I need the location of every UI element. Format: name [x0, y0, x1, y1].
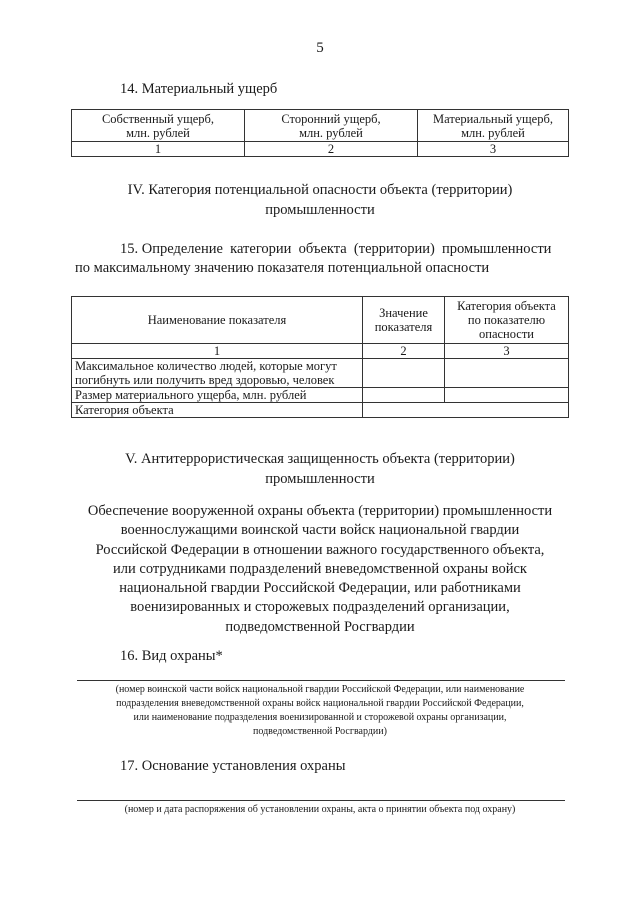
subtitle-line: Обеспечение вооруженной охраны объекта (территории) промышленности — [87, 503, 553, 519]
table-number-row — [72, 344, 569, 359]
page-number: 5 — [316, 40, 324, 56]
header-text: опасности — [479, 327, 534, 341]
item-16-title: 16. Вид охраны* — [120, 648, 223, 664]
material-damage-table — [71, 109, 569, 157]
subtitle-line: Российской Федерации в отношении важного государственного объекта, — [95, 541, 545, 558]
subtitle-line: национальной гвардии Российской Федерации, или работниками — [119, 580, 521, 597]
hint-line: подведомственной Росгвардии) — [253, 726, 387, 737]
guard-type-hint — [60, 683, 580, 739]
guard-basis-underline — [77, 800, 565, 801]
header-text: Категория объекта — [457, 299, 556, 313]
item-15-line: по максимальному значению показателя потенциальной опасности — [75, 260, 490, 276]
table-header-row — [72, 297, 569, 344]
cell-text: погибнуть или получить вред здоровью, человек — [75, 373, 335, 387]
column-number: 1 — [72, 344, 363, 359]
item-17-title: 17. Основание установления охраны — [120, 758, 346, 774]
header-text: показателя — [374, 320, 433, 334]
guard-basis-field[interactable] — [77, 784, 565, 800]
guard-basis-hint: (номер и дата распоряжения об установлении охраны, акта о принятии объекта под охрану) — [124, 804, 516, 815]
header-text: Значение — [379, 306, 428, 320]
subtitle-line: подведомственной Росгвардии — [225, 618, 415, 635]
indicator-name-damage: Размер материального ущерба, млн. рублей — [72, 388, 363, 403]
guard-type-field[interactable] — [77, 664, 565, 680]
indicator-category-cell[interactable] — [445, 359, 569, 388]
indicator-value-cell[interactable] — [363, 359, 445, 388]
section-5-subtitle — [60, 502, 580, 637]
header-category-by-indicator — [445, 297, 569, 344]
indicator-category-cell[interactable] — [445, 388, 569, 403]
danger-category-table — [71, 296, 569, 418]
section-5-title-line: промышленности — [265, 471, 375, 487]
indicator-name-category: Категория объекта — [72, 403, 363, 418]
table-row — [72, 359, 569, 388]
section-5-heading — [60, 449, 580, 489]
item-15-title — [75, 240, 565, 278]
table-row — [72, 403, 569, 418]
subtitle-line: военизированных и сторожевых подразделений организации, — [130, 599, 510, 616]
section-4-heading — [60, 180, 580, 220]
header-text: Материальный ущерб, — [433, 111, 553, 126]
header-text: Собственный ущерб, — [101, 111, 215, 126]
header-third-party-damage — [245, 110, 418, 142]
header-text: Сторонний ущерб, — [281, 111, 381, 126]
table-number-row — [72, 142, 569, 157]
table-header-row — [72, 110, 569, 142]
hint-line: (номер воинской части войск национальной гвардии Российской Федерации, или наименование — [115, 684, 525, 695]
table-row — [72, 388, 569, 403]
column-number: 1 — [72, 142, 245, 157]
hint-line: или наименование подразделения военизированной и сторожевой охраны организации, — [133, 712, 507, 723]
section-4-title-line: IV. Категория потенциальной опасности объекта (территории) — [127, 182, 513, 198]
column-number: 2 — [363, 344, 445, 359]
column-number: 2 — [245, 142, 418, 157]
guard-type-underline — [77, 680, 565, 681]
header-text: млн. рублей — [126, 125, 190, 140]
section-4-title-line: промышленности — [265, 202, 375, 218]
subtitle-line: военнослужащими воинской части войск национальной гвардии — [120, 522, 520, 539]
header-text: млн. рублей — [299, 125, 363, 140]
section-5-title-line: V. Антитеррористическая защищенность объекта (территории) — [125, 451, 515, 467]
indicator-name-people — [72, 359, 363, 388]
item-14-title: 14. Материальный ущерб — [120, 81, 278, 97]
header-text: по показателю — [467, 313, 546, 327]
header-own-damage — [72, 110, 245, 142]
hint-line: подразделения вневедомственной охраны войск национальной гвардии Российской Федерации, — [116, 698, 524, 709]
header-material-damage — [418, 110, 569, 142]
header-indicator-name: Наименование показателя — [72, 297, 363, 344]
column-number: 3 — [445, 344, 569, 359]
cell-text: Максимальное количество людей, которые могут — [75, 359, 337, 373]
header-text: млн. рублей — [461, 125, 525, 140]
header-indicator-value — [363, 297, 445, 344]
object-category-cell[interactable] — [363, 403, 569, 418]
indicator-value-cell[interactable] — [363, 388, 445, 403]
column-number: 3 — [418, 142, 569, 157]
subtitle-line: или сотрудниками подразделений вневедомственной охраны войск — [113, 560, 527, 577]
item-15-line: 15. Определение категории объекта (территории) промышленности — [120, 241, 552, 257]
